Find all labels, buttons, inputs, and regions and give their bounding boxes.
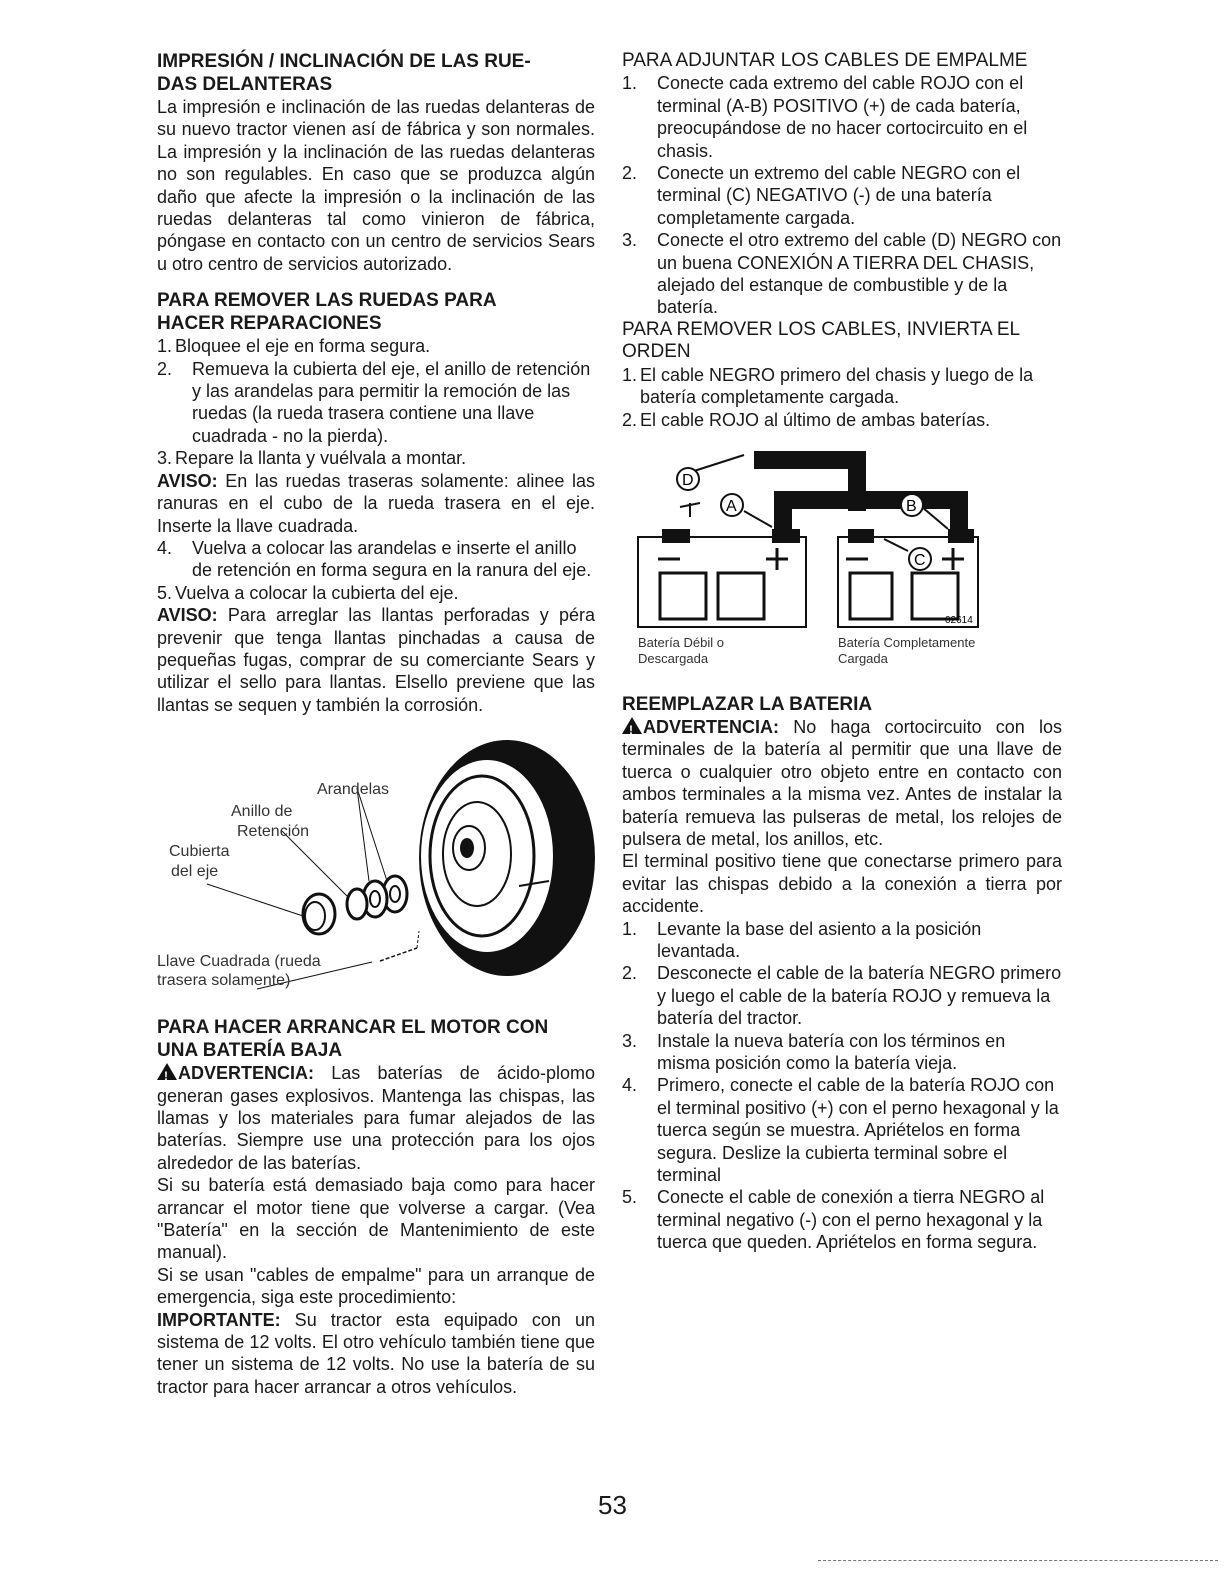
remove-cables-title: PARA REMOVER LOS CABLES, INVIERTA EL ORDEN xyxy=(622,318,1020,363)
warning-icon xyxy=(622,717,642,734)
jump-start-paragraph-3: Si se usan "cables de empalme" para un arranque de emergencia, siga este procedimiento: xyxy=(157,1264,595,1308)
battery-diagram-svg xyxy=(622,441,1062,691)
list-item: 2. El cable ROJO al último de ambas baterías. xyxy=(622,409,991,430)
footer-rule xyxy=(818,1560,1218,1561)
replace-battery-steps xyxy=(622,918,1062,1254)
label-full-1: Batería Completamente xyxy=(838,634,976,650)
label-full-2: Cargada xyxy=(838,650,888,666)
remove-cables-steps xyxy=(622,364,1062,431)
label-cubierta-2: del eje xyxy=(171,863,219,881)
wheel-assembly-figure xyxy=(157,716,595,1006)
list-item: 3. Instale la nueva batería con los términos en misma posición como la batería vieja. xyxy=(622,1030,1006,1073)
label-anillo-2: Retención xyxy=(237,823,310,841)
list-item: 3. Conecte el otro extremo del cable (D) NEGRO con un buena CONEXIÓN A TIERRA DEL CHASIS, alejado del estanque de combustible y de la batería. xyxy=(622,230,1062,318)
wheel-diagram-svg xyxy=(157,716,595,1006)
svg-text:B: B xyxy=(906,497,917,515)
attach-cables-title: PARA ADJUNTAR LOS CABLES DE EMPALME xyxy=(622,50,1028,71)
label-llave-2: trasera solamente) xyxy=(157,972,291,990)
section-title-remove-wheels: PARA REMOVER LAS RUEDAS PARA HACER REPARACIONES xyxy=(157,290,497,335)
label-cubierta-1: Cubierta xyxy=(169,843,230,861)
ground-symbol-icon xyxy=(680,503,700,517)
callout-d xyxy=(677,468,699,490)
list-item: 4. Primero, conecte el cable de la batería ROJO con el terminal positivo (+) con el perno hexagonal y la tuerca según se muestra. Apriételos en forma segura. Deslize la cubierta terminal sobre el terminal xyxy=(622,1075,1059,1186)
svg-text:D: D xyxy=(682,471,694,489)
battery-jump-figure xyxy=(622,441,1062,691)
tire-illustration xyxy=(419,740,595,976)
list-item: 4. Vuelva a colocar las arandelas e inserte el anillo de retención en forma segura en la ranura del eje. xyxy=(157,537,592,581)
label-weak-1: Batería Débil o xyxy=(638,634,724,650)
callout-b xyxy=(901,494,923,516)
list-item: 5. Vuelva a colocar la cubierta del eje. xyxy=(157,582,459,603)
warning-paragraph-2: !ADVERTENCIA: No haga cortocircuito con los terminales de la batería al permitir que una llave de tuerca o cualquier otro objeto entre en contacto con ambos terminales a la misma vez. Antes de instalar la batería remueva las pulseras de metal, los relojes de pulsera de metal, los anillos, etc. xyxy=(622,716,1062,850)
warning-paragraph-1: !ADVERTENCIA: Las baterías de ácido-plomo generan gases explosivos. Mantenga las chispas, las llamas y los materiales para fumar alejados de las baterías. Siempre use una protección para los ojos alrededor de las baterías. xyxy=(157,1062,595,1174)
label-arandelas: Arandelas xyxy=(317,781,390,799)
warning-icon xyxy=(157,1063,177,1080)
svg-text:C: C xyxy=(914,551,926,569)
list-item: 1. Bloquee el eje en forma segura. xyxy=(157,336,431,357)
jump-start-paragraph-2: Si su batería está demasiado baja como para hacer arrancar el motor tiene que volverse a cargar. (Vea "Batería" en la sección de Mantenimiento de este manual). xyxy=(157,1175,595,1263)
attach-cables-steps xyxy=(622,72,1062,318)
list-item: 1. Conecte cada extremo del cable ROJO con el terminal (A-B) POSITIVO (+) de cada batería, preocupándose de no hacer cortocircuito en el chasis. xyxy=(622,73,1028,161)
figure-code: 02614 xyxy=(945,614,973,626)
toe-camber-paragraph: La impresión e inclinación de las ruedas delanteras de su nuevo tractor vienen así de fábrica y son normales. La impresión y la inclinación de las ruedas delanteras no son regulables. En caso que se produzca algún daño que afecte la impresión o la inclinación de las ruedas delanteras tal como vinieron de fábrica, póngase en contacto con un centro de servicios Sears u otro centro de servicios autorizado. xyxy=(157,97,595,274)
list-item: 1. El cable NEGRO primero del chasis y luego de la batería completamente cargada. xyxy=(622,364,1034,408)
callout-a xyxy=(721,494,743,516)
list-item: 3. Repare la llanta y vuélvala a montar. xyxy=(157,448,467,469)
full-battery xyxy=(838,529,978,627)
replace-battery-paragraph-2: El terminal positivo tiene que conectarse primero para evitar las chispas debido a la conexión a tierra por accidente. xyxy=(622,851,1062,917)
section-title-replace-battery: REEMPLAZAR LA BATERIA xyxy=(622,693,873,715)
remove-wheels-steps xyxy=(157,335,595,469)
list-item: 2. Conecte un extremo del cable NEGRO con el terminal (C) NEGATIVO (-) de una batería completamente cargada. xyxy=(622,163,1021,228)
label-llave-1: Llave Cuadrada (rueda xyxy=(157,953,321,971)
remove-wheels-steps-b xyxy=(157,537,595,604)
list-item: 2. Desconecte el cable de la batería NEGRO primero y luego el cable de la batería ROJO y remueva la batería del tractor. xyxy=(622,963,1062,1029)
svg-text:A: A xyxy=(726,497,737,515)
important-paragraph: IMPORTANTE: Su tractor esta equipado con un sistema de 12 volts. El otro vehículo también tiene que tener un sistema de 12 volts. No use la batería de su tractor para hacer arrancar a otros vehículos. xyxy=(157,1309,595,1397)
list-item: 2. Remueva la cubierta del eje, el anillo de retención y las arandelas para permitir la remoción de las ruedas (la rueda trasera contiene una llave cuadrada - no la pierda). xyxy=(157,358,591,446)
section-title-jump-start: PARA HACER ARRANCAR EL MOTOR CON UNA BATERÍA BAJA xyxy=(157,1017,549,1062)
notice-paragraph-1: AVISO: En las ruedas traseras solamente: alinee las ranuras en el cubo de la rueda trasera en el eje. Inserte la llave cuadrada. xyxy=(157,470,595,536)
notice-paragraph-2: AVISO: Para arreglar las llantas perforadas y péra prevenir que tenga llantas pinchadas a causa de pequeñas fugas, comprar de su comerciante Sears y utilizar el sello para llantas. Elsello previene que las llantas se sequen y también la corrosión. xyxy=(157,605,595,715)
right-column xyxy=(622,50,1062,1254)
left-column xyxy=(157,50,595,1398)
list-item: 1. Levante la base del asiento a la posición levantada. xyxy=(622,918,982,961)
label-anillo-1: Anillo de xyxy=(231,803,293,821)
page-number: 53 xyxy=(598,1490,627,1520)
callout-c xyxy=(909,548,931,570)
weak-battery xyxy=(638,529,806,627)
label-weak-2: Descargada xyxy=(638,650,709,666)
section-title-toe-camber: IMPRESIÓN / INCLINACIÓN DE LAS RUE- DAS DELANTERAS xyxy=(157,51,531,95)
list-item: 5. Conecte el cable de conexión a tierra NEGRO al terminal negativo (-) con el perno hexagonal y la tuerca que queden. Apriételos en forma segura. xyxy=(622,1187,1045,1253)
